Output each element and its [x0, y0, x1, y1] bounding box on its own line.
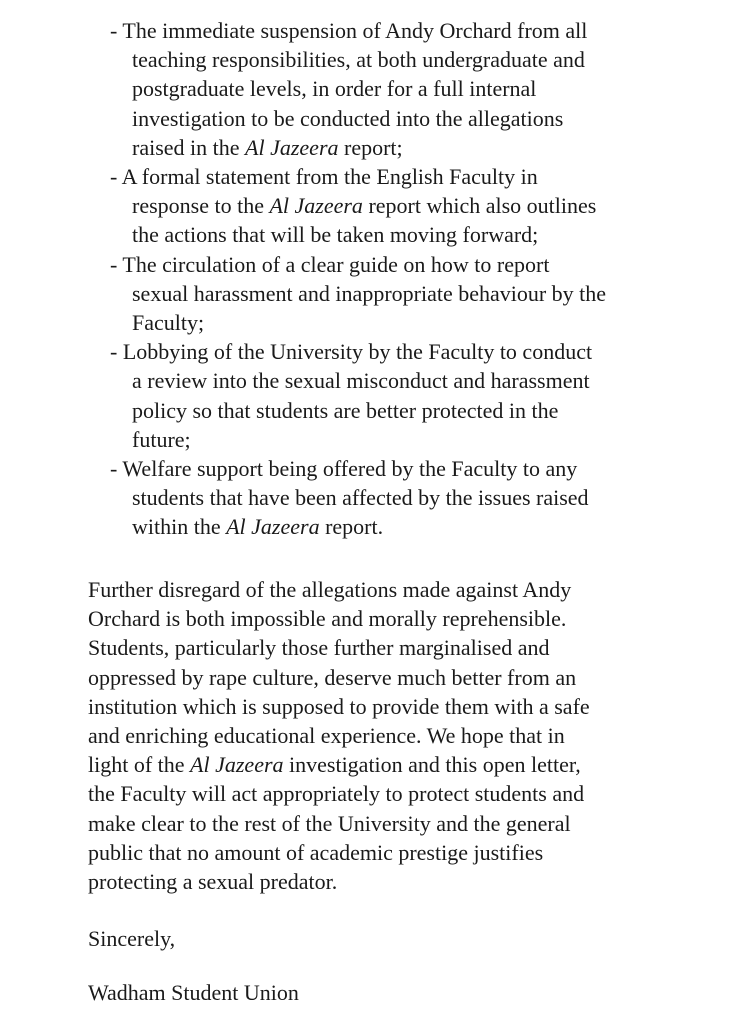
publication-name: Al Jazeera: [226, 514, 320, 540]
paragraph-line: public that no amount of academic prestige justifies: [88, 839, 544, 865]
signature: [88, 978, 688, 1007]
text-run: light of the: [88, 752, 191, 778]
signature-text: Wadham Student Union: [88, 980, 299, 1005]
demand-line: - The immediate suspension of Andy Orchard from all: [110, 18, 588, 43]
demand-line: - Lobbying of the University by the Faculty to conduct: [110, 339, 593, 365]
demand-item: [110, 16, 670, 162]
text-run: response to the: [132, 193, 270, 219]
demand-line: postgraduate levels, in order for a full internal: [132, 76, 537, 102]
demand-line: Faculty;: [132, 310, 205, 336]
text-run: investigation and this open letter,: [283, 752, 581, 778]
demand-line: the actions that will be taken moving forward;: [132, 222, 539, 248]
demands-list: [110, 16, 670, 542]
paragraph-line: protecting a sexual predator.: [88, 869, 338, 895]
text-run: raised in the: [132, 134, 246, 160]
paragraph-line: and enriching educational experience. We hope that in: [88, 723, 565, 749]
demand-line: - The circulation of a clear guide on how to report: [110, 251, 550, 277]
demand-line: a review into the sexual misconduct and harassment: [132, 368, 590, 394]
closing-paragraph: [88, 575, 688, 896]
demand-line: sexual harassment and inappropriate behaviour by the: [132, 280, 607, 306]
demand-line: teaching responsibilities, at both undergraduate and: [132, 47, 585, 73]
paragraph-line: Orchard is both impossible and morally reprehensible.: [88, 606, 567, 632]
demand-item: [110, 250, 670, 338]
text-run: within the: [132, 514, 227, 540]
signoff-text: Sincerely,: [88, 926, 176, 951]
demand-line: students that have been affected by the issues raised: [132, 485, 589, 511]
publication-name: Al Jazeera: [269, 193, 363, 219]
demand-line: investigation to be conducted into the allegations: [132, 105, 564, 131]
demand-line: - Welfare support being offered by the Faculty to any: [110, 456, 578, 482]
paragraph-line: the Faculty will act appropriately to protect students and: [88, 781, 585, 807]
publication-name: Al Jazeera: [190, 752, 284, 778]
demand-line: [132, 191, 670, 220]
demand-line: future;: [132, 426, 191, 452]
demand-item: [110, 162, 670, 250]
demand-item: [110, 454, 670, 542]
demand-line: [132, 133, 670, 162]
paragraph-line: [88, 750, 688, 779]
demand-line: policy so that students are better protected in the: [132, 397, 559, 423]
signoff: [88, 924, 688, 953]
paragraph-line: Further disregard of the allegations made against Andy: [88, 577, 572, 602]
demand-line: [132, 512, 670, 541]
paragraph-line: institution which is supposed to provide them with a safe: [88, 693, 590, 719]
demand-line: - A formal statement from the English Faculty in: [110, 164, 538, 190]
paragraph-line: make clear to the rest of the University and the general: [88, 810, 571, 836]
text-run: report;: [338, 134, 403, 160]
demand-item: [110, 337, 670, 454]
text-run: report.: [319, 514, 384, 540]
paragraph-line: Students, particularly those further marginalised and: [88, 635, 550, 661]
text-run: report which also outlines: [362, 193, 597, 219]
publication-name: Al Jazeera: [245, 134, 339, 160]
paragraph-line: oppressed by rape culture, deserve much better from an: [88, 664, 577, 690]
